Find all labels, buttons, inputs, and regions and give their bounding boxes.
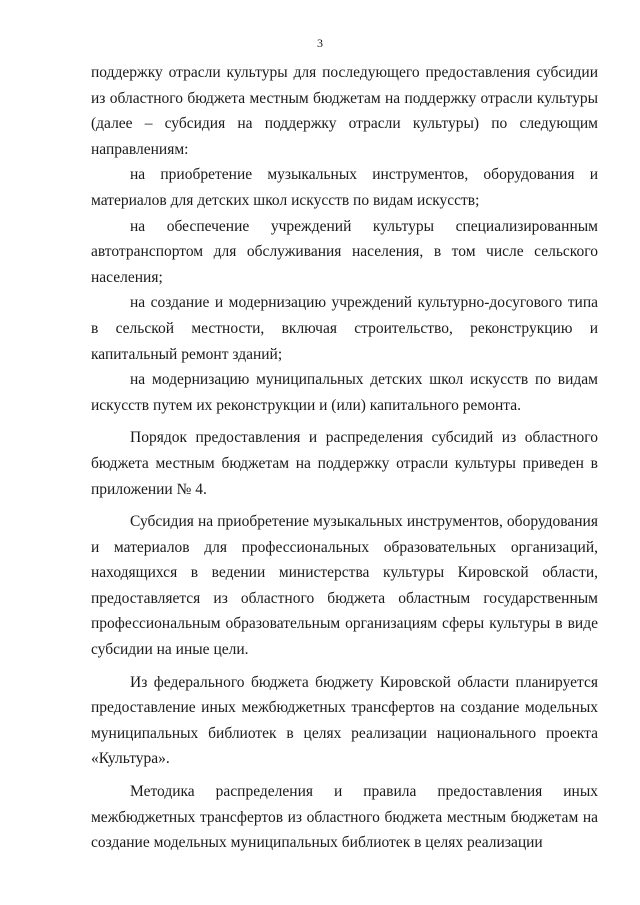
document-body [91, 60, 598, 856]
paragraph: поддержку отрасли культуры для последующего предоставления субсидии из областного бюджета местным бюджетам на поддержку отрасли культуры (далее – субсидия на поддержку отрасли культуры) по следующим направлениям: [91, 64, 598, 158]
paragraph: на создание и модернизацию учреждений культурно-досугового типа в сельской местности, включая строительство, реконструкцию и капитальный ремонт зданий; [91, 294, 598, 363]
paragraph: на приобретение музыкальных инструментов, оборудования и материалов для детских школ искусств по видам искусств; [91, 166, 598, 209]
paragraph: Субсидия на приобретение музыкальных инструментов, оборудования и материалов для профессиональных образовательных организаций, находящихся в ведении министерства культуры Кировской области, предоставляется из областного бюджета областным государственным профессиональным образовательным организациям сферы культуры в виде субсидии на иные цели. [91, 513, 598, 659]
paragraph: Методика распределения и правила предоставления иных межбюджетных трансфертов из областного бюджета местным бюджетам на создание модельных муниципальных библиотек в целях реализации [91, 783, 598, 852]
paragraph: на модернизацию муниципальных детских школ искусств по видам искусств путем их реконструкции и (или) капитального ремонта. [91, 371, 598, 414]
paragraph: на обеспечение учреждений культуры специализированным автотранспортом для обслуживания населения, в том числе сельского населения; [91, 217, 598, 286]
paragraph: Из федерального бюджета бюджету Кировской области планируется предоставление иных межбюджетных трансфертов на создание модельных муниципальных библиотек в целях реализации национального проекта «Культура». [91, 673, 598, 768]
page-number: 3 [317, 36, 323, 50]
paragraph: Порядок предоставления и распределения субсидий из областного бюджета местным бюджетам на поддержку отрасли культуры приведен в приложении № 4. [91, 429, 598, 498]
